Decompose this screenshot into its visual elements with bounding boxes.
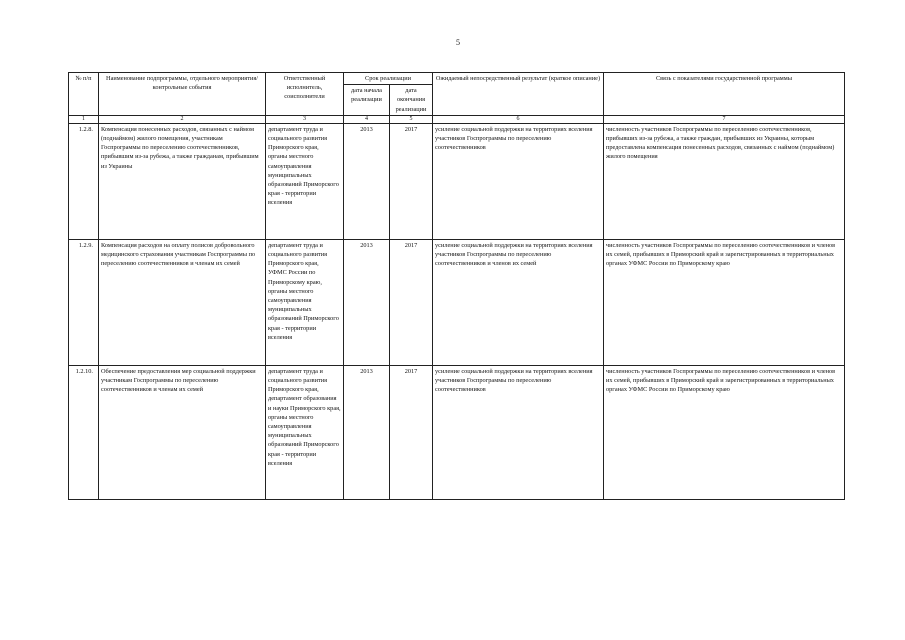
header-number: № п/п: [69, 73, 99, 116]
column-number: 3: [266, 115, 344, 123]
column-number: 6: [433, 115, 604, 123]
header-responsible: Ответственный исполнитель, соисполнители: [266, 73, 344, 116]
row-result: усиление социальной поддержки на территориях вселения участников Госпрограммы по переселению соотечественников и членов их семей: [433, 239, 604, 365]
row-name: Обеспечение предоставления мер социальной поддержки участникам Госпрограммы по переселению соотечественников и членам их семей: [99, 365, 266, 499]
row-responsible: департамент труда и социального развития Приморского края, органы местного самоуправления муниципальных образований Приморского края - территории вселения: [266, 123, 344, 239]
header-result: Ожидаемый непосредственный результат (краткое описание): [433, 73, 604, 116]
row-end: 2017: [390, 365, 433, 499]
row-start: 2013: [344, 239, 390, 365]
header-period: Срок реализации: [344, 73, 433, 85]
table-row: [69, 123, 845, 239]
row-number: 1.2.10.: [69, 365, 99, 499]
header-end: дата окончания реализации: [390, 85, 433, 116]
row-start: 2013: [344, 123, 390, 239]
column-number: 1: [69, 115, 99, 123]
row-link: численность участников Госпрограммы по переселению соотечественников и членов их семей, прибывших в Приморский край и зарегистрированных в территориальных органах УФМС России по Приморскому краю: [604, 239, 845, 365]
row-link: численность участников Госпрограммы по переселению соотечественников, прибывших из-за рубежа, а также граждан, прибывших из Украины, которым предоставлена компенсация понесенных расходов, связанных с наймом (поднаймом) жилого помещения: [604, 123, 845, 239]
row-result: усиление социальной поддержки на территориях вселения участников Госпрограммы по переселению соотечественников: [433, 123, 604, 239]
row-result: усиление социальной поддержки на территориях вселения участников Госпрограммы по переселению соотечественников: [433, 365, 604, 499]
row-name: Компенсация понесенных расходов, связанных с наймом (поднаймом) жилого помещения, участникам Госпрограммы по переселению соотечественников, прибывшим из-за рубежа, а также гражданам, прибывшим из Украины: [99, 123, 266, 239]
column-number: 2: [99, 115, 266, 123]
row-end: 2017: [390, 123, 433, 239]
program-table: [68, 72, 845, 500]
row-number: 1.2.8.: [69, 123, 99, 239]
header-start: дата начала реализации: [344, 85, 390, 116]
row-responsible: департамент труда и социального развития Приморского края, департамент образования и науки Приморского края, органы местного самоуправления муниципальных образований Приморского края - территории вселения: [266, 365, 344, 499]
page-number: 5: [456, 38, 460, 47]
row-link: численность участников Госпрограммы по переселению соотечественников и членов их семей, прибывших в Приморский край и зарегистрированных в территориальных органах УФМС России по Приморскому краю: [604, 365, 845, 499]
column-number: 7: [604, 115, 845, 123]
column-number: 5: [390, 115, 433, 123]
row-number: 1.2.9.: [69, 239, 99, 365]
row-name: Компенсация расходов на оплату полисов добровольного медицинского страхования участникам Госпрограммы по переселению соотечественников и членам их семей: [99, 239, 266, 365]
column-number: 4: [344, 115, 390, 123]
header-link: Связь с показателями государственной программы: [604, 73, 845, 116]
row-end: 2017: [390, 239, 433, 365]
header-name: Наименование подпрограммы, отдельного мероприятия/ контрольные события: [99, 73, 266, 116]
table-row: [69, 365, 845, 499]
table-row: [69, 239, 845, 365]
row-responsible: департамент труда и социального развития Приморского края, УФМС России по Приморскому краю, органы местного самоуправления муниципальных образований Приморского края - территории вселения: [266, 239, 344, 365]
row-start: 2013: [344, 365, 390, 499]
